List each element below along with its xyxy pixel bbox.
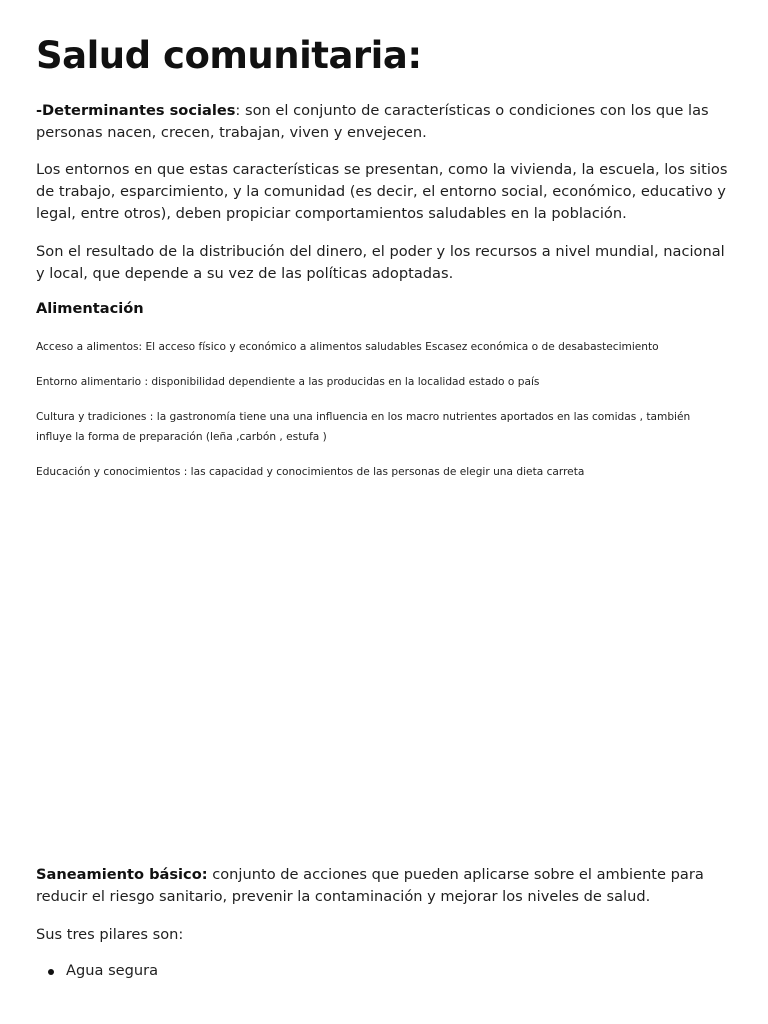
determinantes-paragraph (36, 100, 736, 144)
entornos-paragraph: Los entornos en que estas características se presentan, como la vivienda, la escuela, los sitios de trabajo, esparcimiento, y la comunidad (es decir, el entorno social, económico, educativo y legal, entre otros), deben propiciar comportamientos saludables en la población. (36, 161, 728, 222)
saneamiento-text: conjunto de acciones que pueden aplicarse sobre el ambiente para reducir el riesgo sanitario, prevenir la contaminación y mejorar los niveles de salud. (36, 866, 704, 905)
saneamiento-label: Saneamiento básico: (36, 866, 208, 883)
determinantes-text: : son el conjunto de características o condiciones con los que las personas nacen, crecen, trabajan, viven y envejecen. (36, 102, 709, 141)
pilares-intro: Sus tres pilares son: (36, 926, 184, 943)
page-title: Salud comunitaria: (36, 34, 422, 77)
resultado-paragraph: Son el resultado de la distribución del dinero, el poder y los recursos a nivel mundial, nacional y local, que depende a su vez de las políticas adoptadas. (36, 243, 725, 282)
pilar-label: Agua segura (66, 962, 159, 979)
alimentacion-item-entorno: Entorno alimentario : disponibilidad dependiente a las producidas en la localidad estado o país (36, 376, 540, 388)
saneamiento-paragraph (36, 864, 736, 908)
alimentacion-item-educacion: Educación y conocimientos : las capacidad y conocimientos de las personas de elegir una dieta carreta (36, 466, 585, 478)
bullet-icon (48, 969, 54, 975)
alimentacion-item-cultura: Cultura y tradiciones : la gastronomía tiene una una influencia en los macro nutrientes aportados en las comidas , también influye la forma de preparación (leña ,carbón , estufa ) (36, 411, 691, 443)
alimentacion-heading: Alimentación (36, 300, 144, 317)
alimentacion-item-acceso: Acceso a alimentos: El acceso físico y económico a alimentos saludables Escasez económica o de desabastecimiento (36, 341, 659, 353)
list-item (36, 960, 158, 982)
determinantes-label: -Determinantes sociales (36, 102, 236, 119)
